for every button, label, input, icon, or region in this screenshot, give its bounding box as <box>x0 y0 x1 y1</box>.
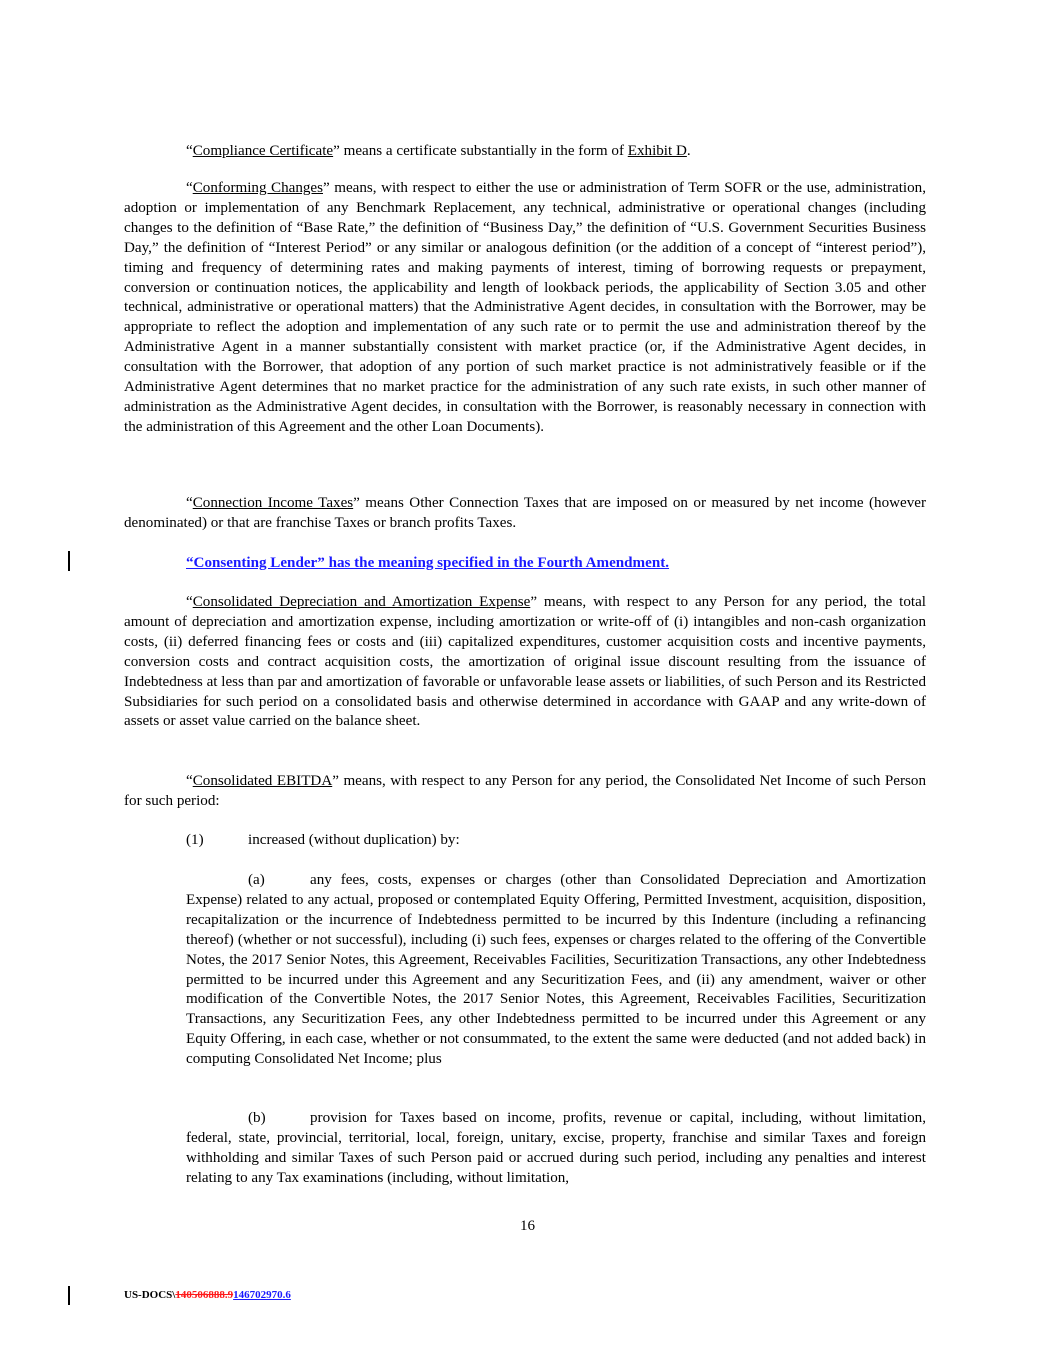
definition-conforming-changes <box>124 179 926 438</box>
open-quote: “ <box>186 143 193 159</box>
defined-term: Connection Income Taxes <box>192 495 354 511</box>
inserted-doc-id: 146702970.6 <box>233 1289 291 1301</box>
clause-b <box>186 1109 926 1189</box>
definition-consolidated-depreciation <box>124 593 926 732</box>
definition-consolidated-ebitda <box>124 772 926 812</box>
clause-a <box>186 871 926 1070</box>
definition-text: ” means, with respect to any Person for any period, the total amount of depreciation and amortization expense, including amortization or write-off of (i) intangibles and non-cash organization costs, (ii) deferred financing fees or costs and (iii) capitalized expenditures, customer acquisition costs and incentive payments, conversion costs and contract acquisition costs, the amortization of original issue discount resulting from the issuance of Indebtedness at less than par and amortization of favorable or unfavorable lease assets or liabilities, of such Person and its Restricted Subsidiaries for such period on a consolidated basis and otherwise determined in accordance with GAAP and any write-down of assets or asset value carried on the balance sheet. <box>124 594 926 730</box>
open-quote: “ <box>186 180 193 196</box>
change-bar <box>68 551 70 571</box>
deleted-doc-id: 140506888.9 <box>175 1289 234 1301</box>
clause-1 <box>186 831 460 851</box>
page-number: 16 <box>519 1218 536 1234</box>
definition-compliance-certificate <box>124 142 926 162</box>
defined-term: Conforming Changes <box>192 180 323 196</box>
definition-consenting-lender-inserted <box>124 554 926 574</box>
clause-text: any fees, costs, expenses or charges (other than Consolidated Depreciation and Amortization Expense) related to any actual, proposed or contemplated Equity Offering, Permitted Investment, acquisition, disposition, recapitalization or the incurrence of Indebtedness permitted to be incurred by this Indenture (including a refinancing thereof) (whether or not successful), including (i) such fees, expenses or charges related to the offering of the Convertible Notes, the 2017 Senior Notes, this Agreement, Receivables Facilities, Securitization Transactions, any other Indebtedness permitted to be incurred under this Agreement and any Securitization Fees, and (ii) any amendment, waiver or other modification of the Convertible Notes, the 2017 Senior Notes, this Agreement, Receivables Facilities, Securitization Transactions, any Securitization Fees, any other Indebtedness permitted to be incurred under this Agreement or any Equity Offering, in each case, whether or not consummated, to the extent the same were deducted (and not added back) in computing Consolidated Net Income; plus <box>186 872 926 1068</box>
open-quote: “ <box>186 773 193 789</box>
clause-label: (a) <box>248 872 265 888</box>
period: . <box>686 143 691 159</box>
definition-text: ” means Other Connection Taxes that are imposed on or measured by net income (however denominated) or that are franchise Taxes or branch profits Taxes. <box>124 495 926 531</box>
clause-label: (b) <box>248 1110 266 1126</box>
document-id-footer <box>124 1289 291 1301</box>
clause-number: (1) <box>186 832 204 848</box>
footer-change-bar <box>68 1286 70 1305</box>
clause-text: provision for Taxes based on income, profits, revenue or capital, including, without limitation, federal, state, provincial, territorial, local, foreign, unitary, excise, property, franchise and similar Taxes and foreign withholding and similar Taxes of such Person paid or accrued during such period, including any penalties and interest relating to any Tax examinations (including, without limitation, <box>186 1110 926 1186</box>
defined-term: Compliance Certificate <box>192 143 334 159</box>
open-quote: “ <box>186 495 193 511</box>
open-quote: “ <box>186 594 193 610</box>
inserted-text: “Consenting Lender” has the meaning specified in the Fourth Amendment. <box>186 555 670 571</box>
definition-text: ” means, with respect to any Person for any period, the Consolidated Net Income of such Person for such period: <box>124 773 926 809</box>
defined-term: Consolidated EBITDA <box>192 773 333 789</box>
definition-text: ” means, with respect to either the use or administration of Term SOFR or the use, administration, adoption or implementation of any Benchmark Replacement, any technical, administrative or operational changes (including changes to the definition of “Base Rate,” the definition of “Business Day,” the definition of “U.S. Government Securities Business Day,” the definition of “Interest Period” or any similar or analogous definition (or the addition of a concept of “interest period”), timing and frequency of determining rates and making payments of interest, timing of borrowing requests or prepayment, conversion or continuation notices, the applicability and length of lookback periods, the applicability of Section 3.05 and other technical, administrative or operational matters) that the Administrative Agent decides, in consultation with the Borrower, may be appropriate to reflect the adoption and implementation of any such rate or to permit the use and administration thereof by the Administrative Agent in a manner substantially consistent with market practice (or, if the Administrative Agent decides, in consultation with the Borrower, that adoption of any portion of such market practice is not administratively feasible or if the Administrative Agent determines that no market practice for the administration of any such rate exists, in such other manner of administration as the Administrative Agent decides, in consultation with the Borrower, is reasonably necessary in connection with the administration of this Agreement and the other Loan Documents). <box>124 180 926 435</box>
definition-text: ” means a certificate substantially in the form of <box>333 143 628 159</box>
clause-text: increased (without duplication) by: <box>248 832 460 848</box>
exhibit-reference: Exhibit D <box>627 143 687 159</box>
defined-term: Consolidated Depreciation and Amortization Expense <box>192 594 531 610</box>
definition-connection-income-taxes <box>124 494 926 534</box>
doc-id-prefix: US-DOCS\ <box>124 1289 176 1301</box>
